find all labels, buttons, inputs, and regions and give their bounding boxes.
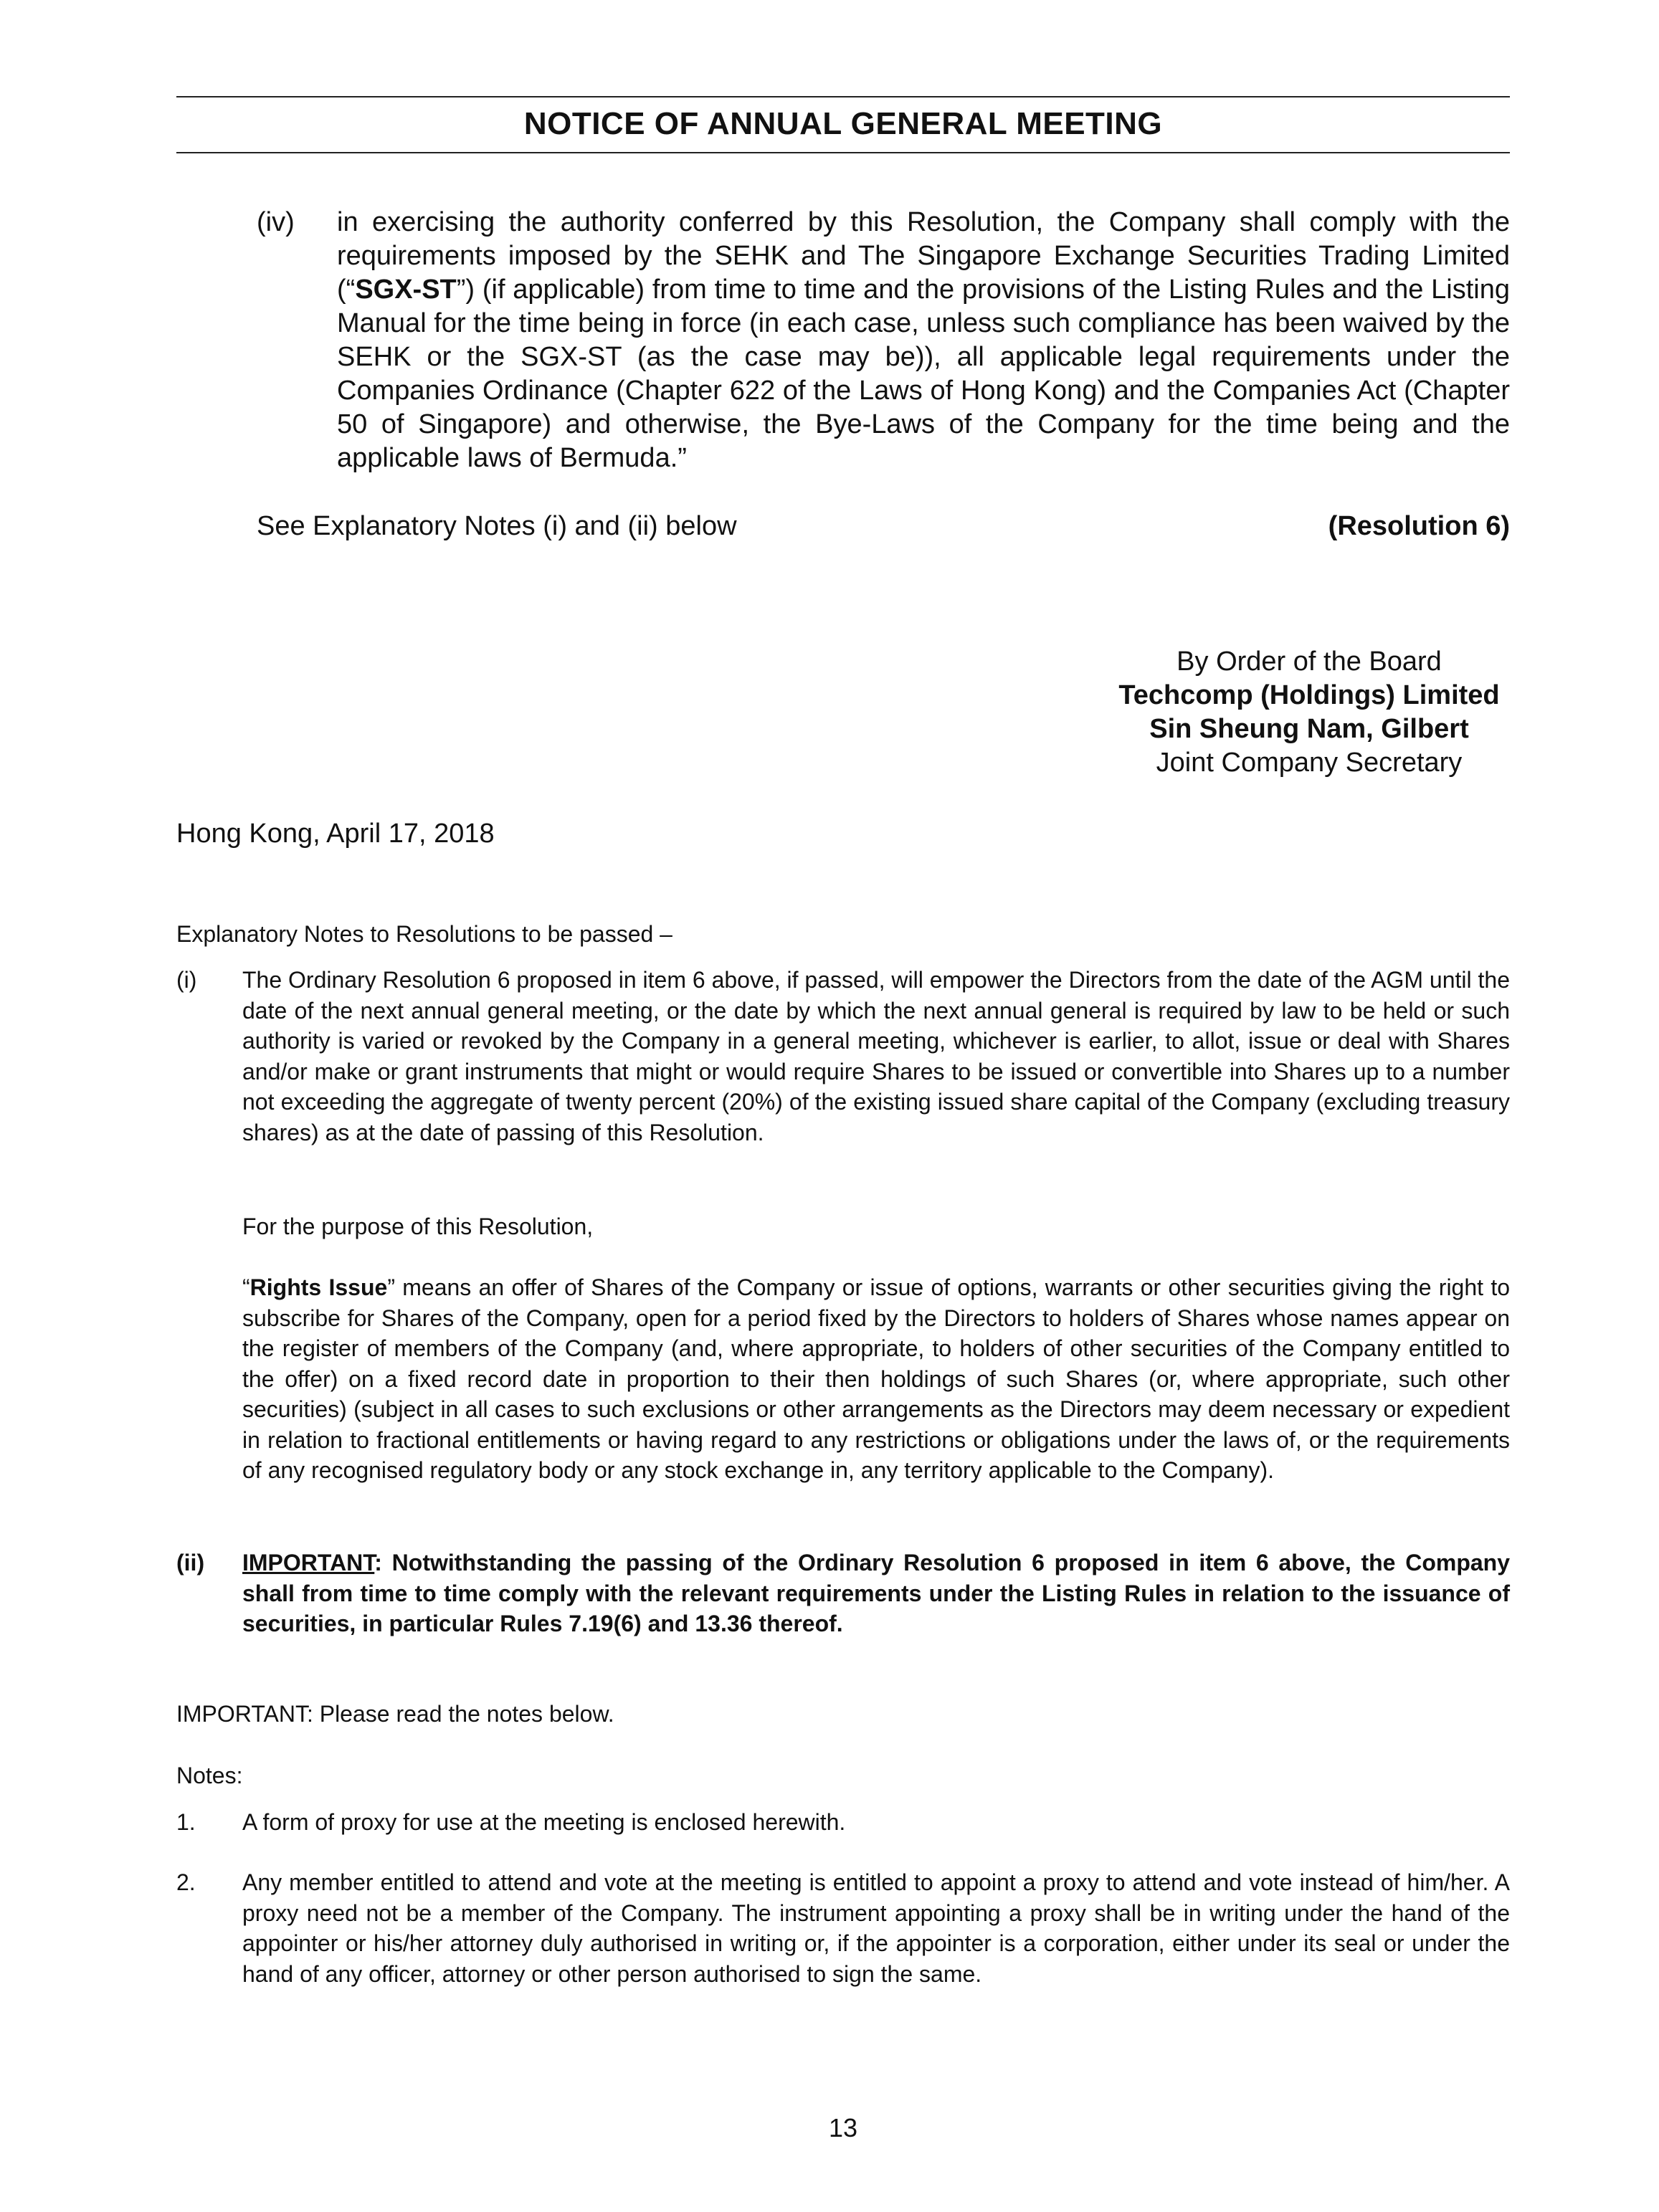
note-1-marker: 1. bbox=[176, 1809, 196, 1835]
note-ii-text bbox=[242, 1548, 1510, 1639]
important-notice: IMPORTANT: Please read the notes below. bbox=[176, 1701, 614, 1727]
note-1-text: A form of proxy for use at the meeting is enclosed herewith. bbox=[242, 1809, 846, 1835]
resolution-label: (Resolution 6) bbox=[1328, 511, 1510, 541]
rights-issue-definition: ” means an offer of Shares of the Company or issue of options, warrants or other securities giving the right to subscribe for Shares of the Company, open for a period fixed by the Directors to holders of Shares whose names appear on the register of members of the Company (and, where appropriate, to holders of other securities of the Company entitled to the offer) on a fixed record date in proportion to their then holdings of such Shares (or, where appropriate, such other securities) (subject in all cases to such exclusions or other arrangements as the Directors may deem necessary or expedient in relation to fractional entitlements or having regard to any restrictions or obligations under the laws of, or the requirements of any recognised regulatory body or any stock exchange in, any territory applicable to the Company). bbox=[242, 1274, 1511, 1483]
signature-line-order: By Order of the Board bbox=[1176, 647, 1442, 677]
quote-open: “ bbox=[242, 1274, 250, 1300]
note-ii-body: : Notwithstanding the passing of the Ordinary Resolution 6 proposed in item 6 above, the Company shall from time to time comply with the relevant requirements under the Listing Rules in relation to the issuance of securities, in particular Rules 7.19(6) and 13.36 thereof. bbox=[242, 1550, 1510, 1636]
note-i-para1: The Ordinary Resolution 6 proposed in item 6 above, if passed, will empower the Directors from the date of the AGM until the date of the next annual general meeting, or the date by which the next annual general is required by law to be held or such authority is varied or revoked by the Company in a general meeting, whichever is earlier, to allot, issue or deal with Shares and/or make or grant instruments that might or would require Shares to be issued or convertible into Shares up to a number not exceeding the aggregate of twenty percent (20%) of the existing issued share capital of the Company (excluding treasury shares) as at the date of passing of this Resolution. bbox=[242, 967, 1510, 1145]
clause-iv-text bbox=[337, 206, 1510, 475]
signature-block bbox=[1108, 645, 1510, 780]
note-i-para2: For the purpose of this Resolution, bbox=[242, 1214, 594, 1239]
page-title: NOTICE OF ANNUAL GENERAL MEETING bbox=[523, 106, 1163, 141]
note-i-marker: (i) bbox=[176, 967, 197, 993]
notes-heading: Notes: bbox=[176, 1763, 243, 1788]
place-date: Hong Kong, April 17, 2018 bbox=[176, 819, 495, 849]
rights-issue-term: Rights Issue bbox=[249, 1274, 388, 1300]
note-2-marker: 2. bbox=[176, 1869, 196, 1895]
important-label: IMPORTANT bbox=[242, 1550, 375, 1575]
note-2-text: Any member entitled to attend and vote at the meeting is entitled to appoint a proxy to attend and vote instead of him/her. A proxy need not be a member of the Company. The instrument appointing a proxy shall be in writing under the hand of the appointer or his/her attorney duly authorised in writing or, if the appointer is a corporation, either under its seal or under the hand of any officer, attorney or other person authorised to sign the same. bbox=[242, 1869, 1510, 1987]
header-bottom-rule bbox=[176, 152, 1510, 153]
page-number: 13 bbox=[828, 2113, 858, 2142]
clause-iv-text-part2: ”) (if applicable) from time to time and the provisions of the Listing Rules and the Listing Manual for the time being in force (in each case, unless such compliance has been waived by the SEHK or the SGX-ST (as the case may be)), all applicable legal requirements under the Companies Ordinance (Chapter 622 of the Laws of Hong Kong) and the Companies Act (Chapter 50 of Singapore) and otherwise, the Bye-Laws of the Company for the time being and the applicable laws of Bermuda.” bbox=[337, 275, 1510, 473]
see-explanatory-notes: See Explanatory Notes (i) and (ii) below bbox=[257, 511, 737, 541]
signature-company: Techcomp (Holdings) Limited bbox=[1118, 680, 1500, 710]
note-i-para3 bbox=[242, 1272, 1510, 1486]
signature-name: Sin Sheung Nam, Gilbert bbox=[1149, 714, 1469, 744]
header-top-rule bbox=[176, 96, 1510, 97]
signature-title: Joint Company Secretary bbox=[1156, 748, 1463, 778]
note-ii-marker: (ii) bbox=[176, 1550, 205, 1575]
clause-iv-text-part1: in exercising the authority conferred by this Resolution, the Company shall comply with the requirements imposed by the SEHK and The Singapore Exchange Securities Trading Limited (“ bbox=[337, 207, 1510, 305]
clause-iv-marker: (iv) bbox=[257, 207, 295, 237]
explanatory-heading: Explanatory Notes to Resolutions to be passed – bbox=[176, 921, 672, 947]
sgx-st-term: SGX-ST bbox=[355, 275, 457, 305]
